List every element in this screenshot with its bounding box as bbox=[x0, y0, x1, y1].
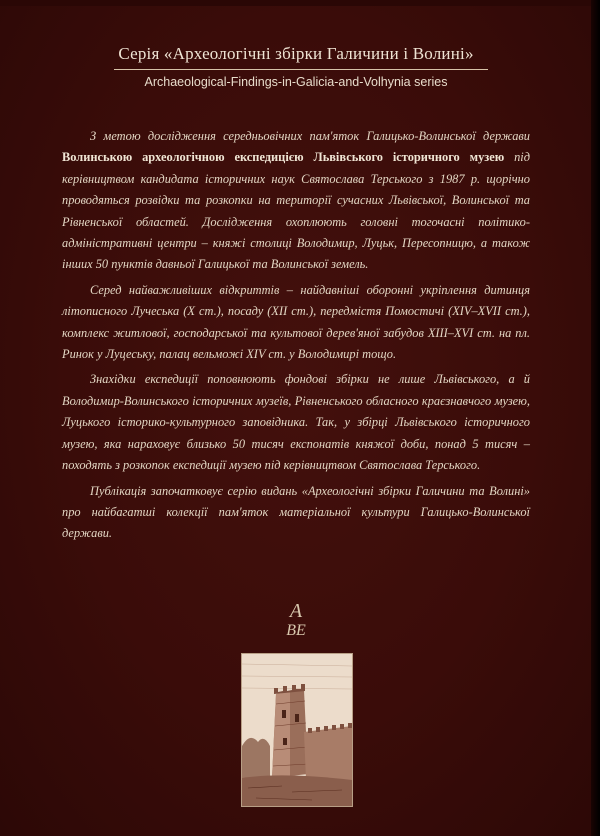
paragraph-2: Серед найважливіших відкриттів – найдавніші оборонні укріплення дитинця літописного Лучеська (X ст.), посаду (XII ст.), передмістя Помостичі (XIV–XVII ст.), комплекс житлової, господарської та культової дерев'яної забудов XIII–XVI ст. на пл. Ринок у Луцеську, палац вельможі XIV ст. у Володимирі тощо. bbox=[62, 282, 530, 362]
paragraph-1-start: З метою дослідження середньовічних пам'яток Галицько-Волинської держави bbox=[90, 129, 530, 143]
series-title: Серія «Археологічні збірки Галичини і Волині» bbox=[118, 44, 474, 63]
title-divider bbox=[114, 69, 488, 70]
expedition-name: Волинською археологічною експедицією Львівського історичного музею bbox=[62, 150, 505, 165]
castle-tower-engraving bbox=[241, 653, 353, 807]
book-spine-edge bbox=[591, 0, 600, 836]
description-text bbox=[62, 126, 530, 549]
top-edge bbox=[0, 0, 600, 6]
series-subtitle: Archaeological-Findings-in-Galicia-and-Volhynia series bbox=[144, 75, 448, 89]
paragraph-3: Знахідки експедиції поповнюють фондові збірки не лише Львівського, а й Володимир-Волинського історичних музеїв, Рівненського обласного краєзнавчого музею, Луцького історико-культурного заповідника. Так, у збірці Львівського історичного музею, яка нараховує близько 50 тисяч експонатів княжої доби, понад 5 тисяч – походять з розкопок експедиції музею під керівництвом Святослава Терського. bbox=[62, 372, 530, 473]
publisher-logo-letter: A bbox=[289, 600, 303, 622]
paragraph-4: Публікація започатковує серію видань «Археологічні збірки Галичини та Волині» про найбагатші колекції пам'яток матеріальної культури Галицько-Волинської держави. bbox=[62, 483, 530, 541]
publisher-logo-letters: ВЕ bbox=[286, 622, 306, 639]
paragraph-1-end: під керівництвом кандидата історичних наук Святослава Терського з 1987 р. щорічно проводяться розвідки та розкопки на території сучасних Львівської, Волинської та Рівненської областей. Дослідження охоплюють головні тогочасні політико-адміністративні центри – княжі столиці Володимир, Луцьк, Пересопницю, а також інших 50 пунктів давньої Галицької та Волинської земель. bbox=[62, 150, 530, 272]
castle-tower-illustration bbox=[242, 654, 352, 806]
paragraph-1 bbox=[62, 126, 530, 276]
